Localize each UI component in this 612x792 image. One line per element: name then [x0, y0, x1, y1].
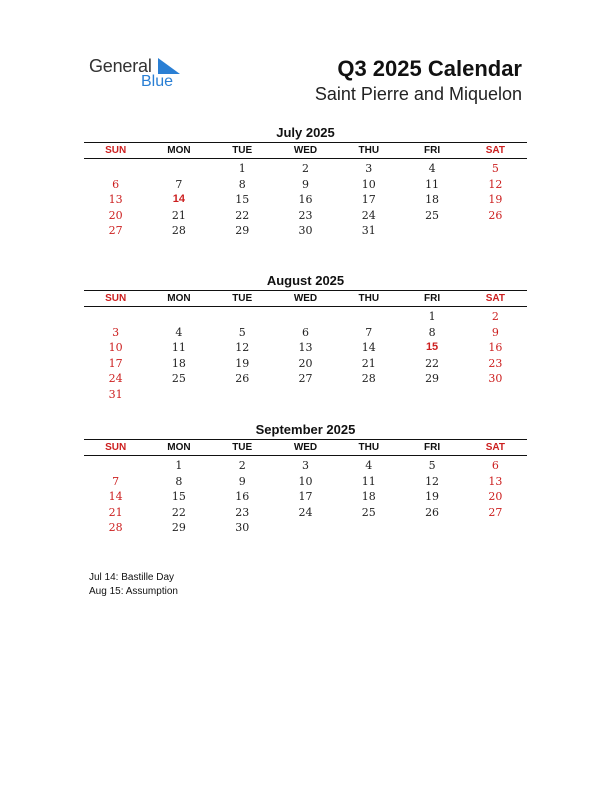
empty-day-cell: [274, 387, 337, 403]
day-cell: 21: [108, 505, 123, 519]
day-cell: 21: [361, 356, 376, 370]
day-cell: 8: [238, 177, 246, 191]
month-title: July 2025: [276, 125, 335, 140]
day-cell: 3: [365, 162, 373, 175]
weekday-wed: WED: [293, 442, 318, 453]
weekday-fri: FRI: [424, 293, 441, 304]
holiday-note: Jul 14: Bastille Day: [89, 572, 175, 583]
empty-day-cell: [464, 520, 527, 536]
day-cell: 16: [298, 193, 313, 206]
day-cell: 26: [488, 208, 503, 222]
day-cell: 18: [171, 356, 186, 370]
empty-day-cell: [274, 309, 337, 325]
day-cell: 3: [112, 325, 120, 339]
day-cell: 22: [235, 208, 250, 222]
day-cell: 29: [425, 372, 440, 385]
day-cell: 1: [175, 459, 183, 472]
day-cell: 1: [428, 310, 436, 323]
day-cell: 26: [235, 372, 250, 385]
day-cell: 27: [488, 505, 503, 519]
day-cell: 18: [361, 490, 376, 503]
day-cell: 3: [301, 459, 309, 472]
day-cell: 24: [298, 505, 313, 519]
empty-day-cell: [400, 387, 463, 403]
day-cell: 24: [108, 372, 123, 385]
day-cell: 2: [491, 310, 499, 323]
weekday-header: [84, 290, 527, 307]
day-cell: 20: [108, 208, 123, 222]
empty-day-cell: [337, 387, 400, 403]
day-cell: 11: [425, 177, 440, 191]
weekday-thu: THU: [358, 145, 380, 156]
day-cell: 6: [112, 177, 120, 191]
day-cell: 4: [175, 325, 183, 339]
month-july: [84, 125, 527, 239]
empty-day-cell: [211, 387, 274, 403]
day-cell: 17: [361, 193, 376, 206]
day-cell: 28: [171, 224, 186, 237]
day-cell: 13: [108, 193, 123, 206]
month-september: [84, 422, 527, 536]
weekday-sun: SUN: [105, 145, 127, 156]
empty-day-cell: [147, 387, 210, 403]
day-cell: 31: [108, 387, 123, 401]
weekday-header: [84, 439, 527, 456]
day-cell: 12: [425, 474, 440, 488]
logo-blue-text: Blue: [141, 73, 174, 90]
weekday-header: [84, 142, 527, 159]
month-august: [84, 273, 527, 402]
day-cell: 10: [298, 474, 313, 488]
day-cell: 14: [172, 193, 186, 205]
weekday-sat: SAT: [485, 145, 505, 156]
day-cell: 17: [298, 490, 313, 503]
day-cell: 1: [238, 162, 246, 175]
day-cell: 26: [425, 505, 440, 519]
day-cell: 13: [298, 341, 313, 354]
day-grid: [84, 161, 527, 239]
day-cell: 30: [298, 224, 313, 237]
day-cell: 7: [112, 474, 120, 488]
empty-day-cell: [464, 223, 527, 239]
empty-day-cell: [400, 520, 463, 536]
day-cell: 2: [301, 162, 309, 175]
day-cell: 7: [365, 325, 373, 339]
day-cell: 5: [238, 325, 246, 339]
empty-day-cell: [400, 223, 463, 239]
day-cell: 8: [175, 474, 183, 488]
day-cell: 19: [488, 193, 503, 206]
logo-triangle-icon: [158, 58, 180, 74]
day-cell: 28: [361, 372, 376, 385]
empty-day-cell: [84, 309, 147, 325]
day-cell: 10: [108, 341, 123, 354]
day-cell: 13: [488, 474, 503, 488]
day-cell: 30: [235, 521, 250, 534]
weekday-fri: FRI: [424, 442, 441, 453]
day-cell: 19: [235, 356, 250, 370]
weekday-sat: SAT: [485, 293, 505, 304]
weekday-tue: TUE: [232, 145, 253, 156]
day-cell: 9: [491, 325, 499, 339]
day-cell: 17: [108, 356, 123, 370]
day-cell: 25: [425, 208, 440, 222]
weekday-mon: MON: [167, 145, 191, 156]
day-cell: 30: [488, 372, 503, 385]
day-cell: 5: [428, 459, 436, 472]
weekday-fri: FRI: [424, 145, 441, 156]
weekday-sat: SAT: [485, 442, 505, 453]
day-cell: 11: [361, 474, 376, 488]
day-cell: 14: [108, 490, 123, 503]
day-cell: 5: [491, 162, 499, 175]
day-cell: 25: [361, 505, 376, 519]
month-title: August 2025: [266, 273, 345, 288]
day-cell: 11: [171, 341, 186, 354]
day-cell: 29: [171, 521, 186, 534]
holiday-notes: [89, 571, 178, 599]
day-cell: 23: [235, 505, 250, 519]
weekday-mon: MON: [167, 442, 191, 453]
page-title: Q3 2025 Calendar: [337, 56, 522, 81]
day-cell: 16: [235, 490, 250, 503]
day-cell: 24: [361, 208, 376, 222]
day-cell: 31: [361, 224, 376, 237]
weekday-thu: THU: [358, 442, 380, 453]
day-cell: 19: [425, 490, 440, 503]
day-cell: 18: [425, 193, 440, 206]
empty-day-cell: [84, 161, 147, 177]
day-cell: 10: [361, 177, 376, 191]
logo-general-text: General: [89, 56, 152, 76]
day-cell: 15: [235, 193, 250, 206]
logo: [89, 56, 209, 96]
day-cell: 27: [108, 224, 123, 237]
month-title: September 2025: [255, 422, 356, 437]
day-cell: 4: [428, 162, 436, 175]
weekday-sun: SUN: [105, 442, 127, 453]
weekday-tue: TUE: [232, 293, 253, 304]
empty-day-cell: [464, 387, 527, 403]
day-cell: 22: [425, 356, 440, 370]
day-cell: 29: [235, 224, 250, 237]
weekday-wed: WED: [293, 145, 318, 156]
day-cell: 4: [365, 459, 373, 472]
day-cell: 6: [491, 459, 499, 472]
weekday-tue: TUE: [232, 442, 253, 453]
empty-day-cell: [84, 458, 147, 474]
page-subtitle: Saint Pierre and Miquelon: [314, 84, 522, 104]
day-cell: 15: [171, 490, 186, 503]
weekday-wed: WED: [293, 293, 318, 304]
weekday-mon: MON: [167, 293, 191, 304]
day-cell: 8: [428, 325, 436, 339]
empty-day-cell: [147, 161, 210, 177]
day-grid: [84, 458, 527, 536]
day-cell: 9: [301, 177, 309, 191]
day-cell: 22: [171, 505, 186, 519]
day-cell: 23: [488, 356, 503, 370]
day-cell: 15: [425, 341, 439, 353]
empty-day-cell: [274, 520, 337, 536]
day-cell: 20: [298, 356, 313, 370]
day-cell: 28: [108, 521, 123, 534]
empty-day-cell: [211, 309, 274, 325]
holiday-note: Aug 15: Assumption: [89, 586, 178, 597]
day-cell: 16: [488, 341, 503, 354]
day-cell: 21: [171, 208, 186, 222]
empty-day-cell: [147, 309, 210, 325]
day-cell: 25: [171, 372, 186, 385]
day-cell: 23: [298, 208, 313, 222]
empty-day-cell: [337, 520, 400, 536]
day-cell: 2: [238, 459, 246, 472]
day-cell: 9: [238, 474, 246, 488]
day-grid: [84, 309, 527, 402]
day-cell: 12: [235, 341, 250, 354]
day-cell: 14: [361, 341, 376, 354]
day-cell: 27: [298, 372, 313, 385]
weekday-thu: THU: [358, 293, 380, 304]
day-cell: 7: [175, 177, 183, 191]
empty-day-cell: [337, 309, 400, 325]
day-cell: 20: [488, 490, 503, 503]
day-cell: 12: [488, 177, 503, 191]
day-cell: 6: [301, 325, 309, 339]
weekday-sun: SUN: [105, 293, 127, 304]
